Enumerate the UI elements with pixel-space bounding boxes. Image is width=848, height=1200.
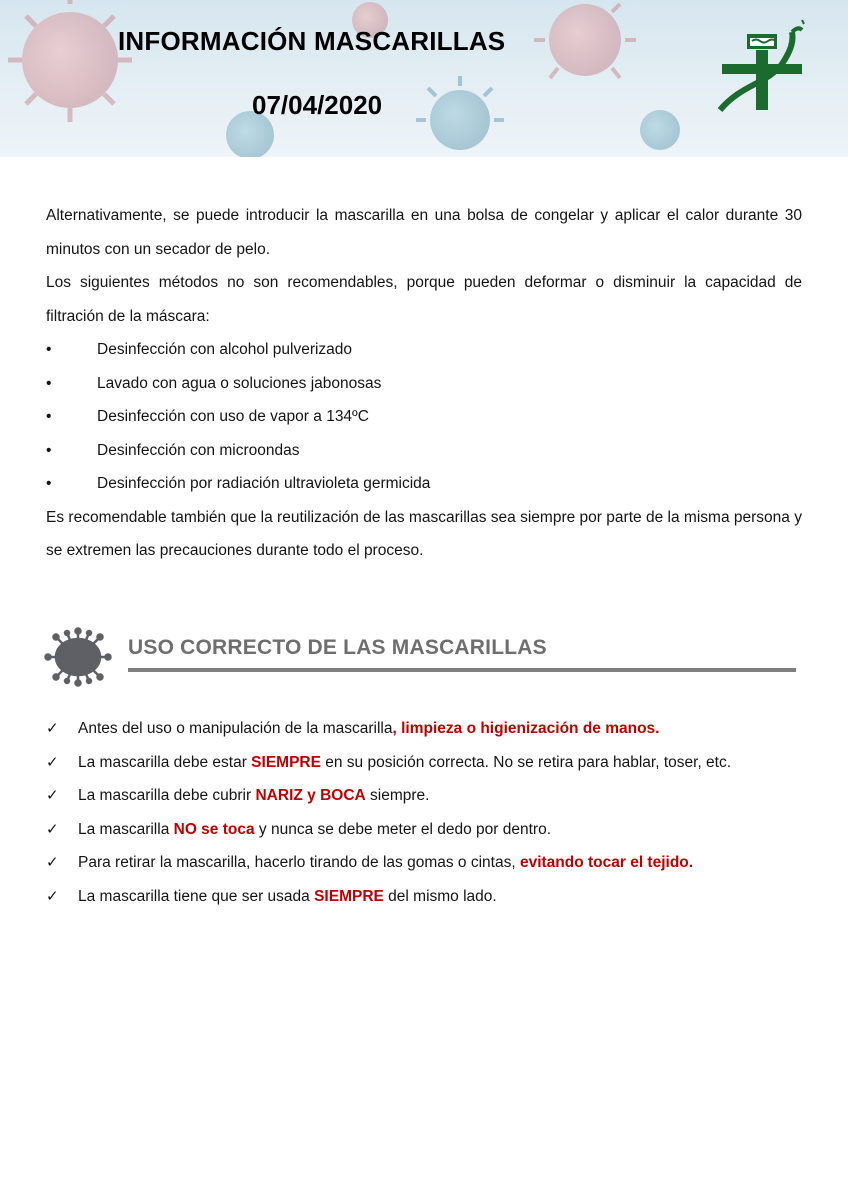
pharmacy-cross-logo-icon: [712, 14, 812, 114]
checkmark-icon: ✓: [46, 720, 59, 737]
list-item-text: Desinfección con microondas: [97, 441, 300, 459]
checkmark-icon: ✓: [46, 787, 59, 804]
item-text: La mascarilla debe cubrir: [78, 787, 256, 804]
list-item: [46, 434, 802, 468]
checkmark-icon: ✓: [46, 753, 59, 771]
item-text: La mascarilla debe estar: [78, 753, 252, 771]
item-highlight: , limpieza o higienización de manos.: [392, 720, 660, 737]
not-recommended-list: [46, 333, 802, 501]
header-banner: [0, 0, 848, 157]
item-highlight: NARIZ y BOCA: [255, 787, 366, 804]
bullet-icon: •: [46, 475, 52, 492]
checklist-item: [46, 880, 806, 914]
section-divider: [128, 668, 796, 672]
bullet-icon: •: [46, 408, 52, 425]
item-highlight: evitando tocar el tejido.: [519, 854, 694, 871]
item-text: del mismo lado.: [383, 887, 497, 905]
section-title: USO CORRECTO DE LAS MASCARILLAS: [128, 636, 547, 659]
checklist-item: [46, 779, 806, 813]
checkmark-icon: ✓: [46, 854, 59, 871]
paragraph-reuse: Es recomendable también que la reutilización de las mascarillas sea siempre por parte de la misma persona y se extremen las precauciones durante todo el proceso.: [46, 508, 802, 559]
page-date: 07/04/2020: [252, 90, 383, 120]
checklist-item: [46, 712, 806, 746]
paragraph-not-recommended: Los siguientes métodos no son recomendables, porque pueden deformar o disminuir la capacidad de filtración de la máscara:: [46, 274, 802, 325]
list-item-text: Lavado con agua o soluciones jabonosas: [97, 374, 382, 392]
correct-use-checklist: [46, 712, 806, 913]
checklist-item: [46, 813, 806, 847]
bullet-icon: •: [46, 374, 52, 392]
item-text: La mascarilla: [78, 820, 174, 838]
virus-icon: [44, 627, 114, 687]
item-text: siempre.: [365, 787, 430, 804]
content-body: [46, 199, 802, 568]
item-text: en su posición correcta. No se retira para hablar, toser, etc.: [320, 753, 732, 771]
bullet-icon: •: [46, 441, 52, 459]
bullet-icon: •: [46, 341, 52, 358]
list-item: [46, 467, 802, 501]
list-item-text: Desinfección con uso de vapor a 134ºC: [97, 408, 369, 425]
checklist-item: [46, 846, 806, 880]
list-item-text: Desinfección con alcohol pulverizado: [97, 341, 353, 358]
paragraph-heat-method: Alternativamente, se puede introducir la mascarilla en una bolsa de congelar y aplicar el calor durante 30 minutos con un secador de pelo.: [46, 207, 802, 258]
checklist-item: [46, 746, 806, 780]
item-highlight: SIEMPRE: [314, 887, 384, 905]
checkmark-icon: ✓: [46, 820, 59, 838]
page-title: INFORMACIÓN MASCARILLAS: [118, 26, 506, 56]
item-highlight: SIEMPRE: [251, 753, 321, 771]
item-text: Para retirar la mascarilla, hacerlo tirando de las gomas o cintas,: [78, 854, 520, 871]
item-text: Antes del uso o manipulación de la mascarilla: [78, 720, 393, 737]
list-item: [46, 400, 802, 434]
item-text: La mascarilla tiene que ser usada: [78, 887, 315, 905]
checkmark-icon: ✓: [46, 887, 59, 905]
item-highlight: NO se toca: [173, 820, 255, 838]
list-item: [46, 367, 802, 401]
list-item-text: Desinfección por radiación ultravioleta germicida: [97, 475, 431, 492]
list-item: [46, 333, 802, 367]
item-text: y nunca se debe meter el dedo por dentro.: [254, 820, 552, 838]
